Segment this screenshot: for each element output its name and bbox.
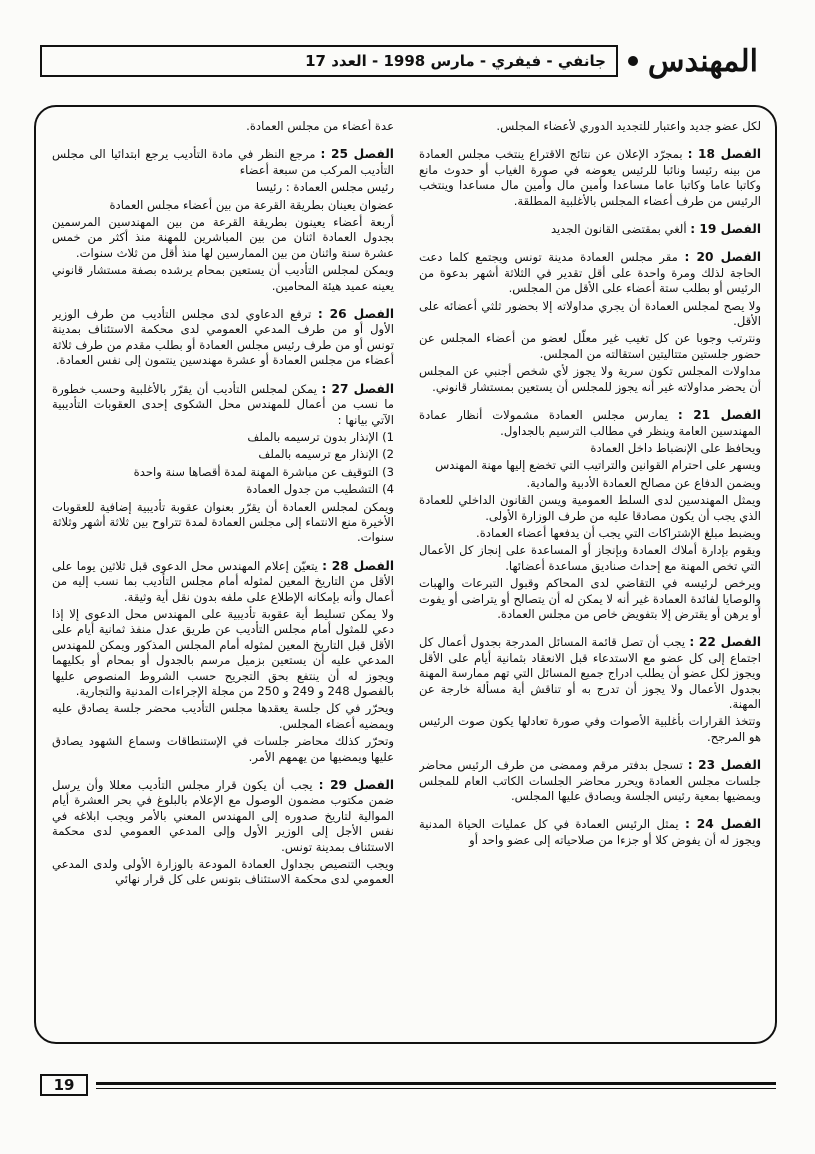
magazine-title: المهندس	[647, 43, 758, 79]
paragraph-text: ويحرّر في كل جلسة يعقدها مجلس التأديب محضر جلسة يصادق عليه ويمضيه أعضاء المجلس.	[52, 701, 394, 731]
article-paragraph	[419, 119, 761, 134]
article-paragraph	[52, 465, 394, 480]
paragraph-text: 2) الإنذار مع ترسيمه بالملف	[258, 447, 394, 462]
paragraph-text: ولا يصح لمجلس العمادة أن يجري مداولاته إلا بحضور ثلثي أعضائه على الأقل.	[419, 298, 761, 329]
paragraph-text: رئيس مجلس العمادة : رئيسا	[255, 180, 394, 195]
paragraph-text: عضوان يعينان بطريقة القرعة من بين أعضاء مجلس العمادة	[109, 197, 394, 212]
article-paragraph	[52, 500, 394, 546]
paragraph-text: ولا يمكن تسليط أية عقوبة تأديبية على المهندس محل الدعوى إلا إذا دعي للمثول أمام مجلس التأديب عن طريق عدل منفذ ثمانية أيام على الأقل قبل التاريخ المعين لمثوله أمام المجلس المذكور ويمكن للمهندس المدعي عليه أن يستعين بزميل مرسم بالجدول أو بمحام أو بكليهما ويجوز له أن ينتفع بحق التجريح حسب الشروط المنصوص عليها بالفصول 248 و 249 و 250 من مجلة الإجراءات المدنية والتجارية.	[52, 606, 394, 698]
article	[419, 250, 761, 395]
article-paragraph	[52, 607, 394, 699]
article-paragraph	[52, 263, 394, 294]
article	[419, 222, 761, 237]
article-paragraph	[419, 576, 761, 622]
article-paragraph	[52, 701, 394, 732]
article	[419, 635, 761, 745]
paragraph-text: ويضبط مبلغ الإشتراكات التي يجب أن يدفعها أعضاء العمادة.	[476, 525, 761, 540]
article-paragraph	[419, 543, 761, 574]
article	[419, 817, 761, 848]
paragraph-text: ونترتب وجوبا عن كل تغيب غير معلّل لعضو من أعضاء المجلس عن حضور جلستين متتاليتين استقالته من المجلس.	[419, 331, 761, 361]
paragraph-text: ويقوم بإدارة أملاك العمادة وبإنجاز أو المساعدة على إنجاز كل الأعمال التي تخص المهنة مع إحداث صناديق مساعدة أعضائها.	[419, 543, 761, 573]
article-paragraph	[52, 215, 394, 261]
article-label: الفصل 27 :	[321, 381, 394, 396]
paragraph-text: يجب أن يكون قرار مجلس التأديب معللا وأن يرسل ضمن مكتوب مضمون الوصول مع الإعلام بالبلوغ في بحر العشرة أيام الموالية لتاريخ صدوره إلى المهندس المعني بالأمر ويجب ابلاغه في نفس الأجل إلى الوزير الأول وإلى المدعي العمومي لدى محكمة الاستئناف بمدينة تونس.	[52, 778, 394, 854]
article-paragraph	[419, 331, 761, 362]
article-label: الفصل 22 :	[689, 635, 761, 650]
page-number: 19	[40, 1074, 88, 1096]
paragraph-text: وتتخذ القرارات بأغلبية الأصوات وفي صورة تعادلها يكون صوت الرئيس هو المرجح.	[419, 714, 761, 744]
article-paragraph	[52, 147, 394, 178]
paragraph-text: مرجع النظر في مادة التأديب يرجع ابتدائيا الى مجلس التأديب المركب من سبعة أعضاء	[52, 147, 394, 177]
paragraph-text: ويمكن لمجلس العمادة أن يقرّر بعنوان عقوبة تأديبية إضافية للعقوبات الأخيرة منع الانتماء إلى مجلس العمادة لمدة تتراوح بين ثلاثة أشهر وثلاثة سنوات.	[52, 499, 394, 545]
paragraph-text: يمثل الرئيس العمادة في كل عمليات الحياة المدنية ويجوز له أن يفوض كلا أو جزءا من صلاحياته إلى عضو واحد أو	[419, 817, 761, 847]
issue-info: جانفي - فيفري - مارس 1998 - العدد 17	[40, 45, 618, 77]
content-frame	[34, 105, 777, 1044]
paragraph-text: ويضمن الدفاع عن مصالح العمادة الأدبية والمادية.	[526, 475, 761, 490]
paragraph-text: ويحافظ على الإنضباط داخل العمادة	[590, 440, 761, 455]
paragraph-text: تسجل بدفتر مرقم وممضى من طرف الرئيس محاضر جلسات مجلس العمادة ويحرر محاضر الجلسات الكاتب العام للمجلس ويمضيها بمعية رئيس الجلسة ويصادق عليها المجلس.	[419, 758, 761, 804]
article-paragraph	[419, 817, 761, 848]
article-paragraph	[52, 382, 394, 428]
paragraph-text: يمكن لمجلس التأديب أن يقرّر بالأغلبية وحسب خطورة ما نسب من أعمال للمهندس محل الشكوى إحدى العقوبات التأديبية الآتي بيانها :	[52, 381, 394, 427]
article-label: الفصل 24 :	[685, 817, 761, 832]
right-column	[419, 119, 761, 1034]
paragraph-text: ويسهر على احترام القوانين والتراتيب التي تخضع إليها مهنة المهندس	[435, 458, 761, 473]
article-paragraph	[419, 441, 761, 456]
article	[52, 119, 394, 134]
article-paragraph	[419, 493, 761, 524]
article	[419, 758, 761, 804]
article-label: الفصل 18 :	[687, 147, 761, 162]
left-column	[52, 119, 394, 1034]
paragraph-text: لكل عضو جديد واعتبار للتجديد الدوري لأعضاء المجلس.	[496, 119, 761, 133]
article	[52, 147, 394, 294]
article	[52, 559, 394, 765]
article-paragraph	[52, 430, 394, 445]
article-paragraph	[52, 778, 394, 855]
footer-rule	[96, 1082, 776, 1085]
article-paragraph	[52, 119, 394, 134]
paragraph-text: ويجب التنصيص بجداول العمادة المودعة بالوزارة الأولى ولدى المدعي العمومي لدى محكمة الاستئناف بتونس على كل قرار نهائي	[52, 857, 394, 887]
article-paragraph	[419, 635, 761, 712]
article-paragraph	[419, 714, 761, 745]
article-paragraph	[419, 364, 761, 395]
paragraph-text: عدة أعضاء من مجلس العمادة.	[246, 119, 394, 133]
article-label: الفصل 26 :	[317, 307, 394, 322]
paragraph-text: ترفع الدعاوي لدى مجلس التأديب من طرف الوزير الأول أو من طرف المدعي العمومي لدى محكمة الاستئناف بمدينة تونس أو من طرف رئيس مجلس العمادة أو بطلب مقدم من طرف ثلاثة أعضاء من مجلس العمادة أو عشرة مهندسين ينتمون إلى نفس العمادة.	[52, 307, 394, 368]
article-paragraph	[419, 408, 761, 439]
paragraph-text: ويمكن لمجلس التأديب أن يستعين بمحام يرشده بصفة مستشار قانوني يعينه عميد هيئة المحامين.	[52, 263, 394, 293]
paragraph-text: 4) التشطيب من جدول العمادة	[246, 482, 394, 497]
article-paragraph	[419, 758, 761, 804]
article-paragraph	[419, 299, 761, 330]
paragraph-text: 1) الإنذار بدون ترسيمه بالملف	[247, 429, 394, 444]
article	[52, 307, 394, 369]
paragraph-text: يمارس مجلس العمادة مشمولات أنظار عمادة المهندسين العامة وينظر في مطالب الترسيم بالجداول.	[419, 408, 761, 438]
article-paragraph	[52, 559, 394, 605]
article-label: الفصل 20 :	[684, 250, 761, 265]
article-label: الفصل 21 :	[677, 408, 761, 423]
paragraph-text: ويمثل المهندسين لدى السلط العمومية ويسن القانون الداخلي للعمادة الذي يجب أن يكون مصادقا عليه من طرف الوزارة الأولى.	[419, 493, 761, 523]
paragraph-text: يجب أن تصل قائمة المسائل المدرجة بجدول أعمال كل اجتماع إلى كل عضو مع الاستدعاء قبل الانعقاد بثمانية أيام على الأقل ويجوز لكل عضو أن يطلب ادراج جميع المسائل التي تهم ممارسة المهنة بجدول الأعمال ولا يجوز أن تدرج به أو تناقش أية مسألة خارجة عن المهنة.	[419, 635, 761, 711]
article	[52, 382, 394, 546]
paragraph-text: ألغي بمقتضى القانون الجديد	[550, 222, 687, 237]
article-label: الفصل 23 :	[687, 758, 761, 773]
paragraph-text: ويرخص لرئيسه في التقاضي لدى المحاكم وقبول التبرعات والهبات والوصايا لفائدة العمادة غير أنه لا يمكن له أن يتصالح أو يتراضى أو يفوت أو يرهن أو يقترض إلا بتفويض خاص من مجلس العمادة.	[419, 576, 761, 621]
article-paragraph	[52, 482, 394, 497]
article-paragraph	[52, 447, 394, 462]
article-paragraph	[419, 526, 761, 541]
article-paragraph	[52, 307, 394, 369]
bullet-icon	[628, 56, 638, 66]
article	[419, 119, 761, 134]
paragraph-text: أربعة أعضاء يعينون بطريقة القرعة من بين المهندسين المرسمين بجدول العمادة اثنان من بين المباشرين للمهنة منذ أكثر من خمس عشرة سنة واثنان من بين الممارسين لها منذ أقل من ثلاث سنوات.	[52, 215, 394, 260]
paragraph-text: مقر مجلس العمادة مدينة تونس ويجتمع كلما دعت الحاجة لذلك ومرة واحدة على أقل تقدير في الثلاثة أشهر بدعوة من الرئيس أو بطلب ستة أعضاء على الأقل من المجلس.	[419, 250, 761, 296]
article-paragraph	[419, 222, 761, 237]
footer-rule-thin	[96, 1088, 776, 1089]
article	[52, 778, 394, 888]
article-paragraph	[52, 180, 394, 195]
article-label: الفصل 28 :	[322, 558, 394, 573]
article-paragraph	[419, 458, 761, 473]
article-label: الفصل 19 :	[690, 222, 761, 237]
article-paragraph	[419, 476, 761, 491]
article-label: الفصل 25 :	[320, 147, 394, 162]
paragraph-text: بمجرّد الإعلان عن نتائج الاقتراع ينتخب مجلس العمادة من بينه رئيسا ونائبا للرئيس يعوضه في صورة الغياب أو حدوث مانع وكاتبا عاما وكاتبا عاما مساعدا وأمين مال وأمين مال مساعدا وينتخب الرئيس من طرف أعضاء المجلس بالأغلبية المطلقة.	[419, 147, 761, 208]
article-label: الفصل 29 :	[318, 778, 394, 793]
article-paragraph	[419, 147, 761, 209]
paragraph-text: مداولات المجلس تكون سرية ولا يجوز لأي شخص أجنبي عن المجلس أن يحضر مداولاته غير أنه يجوز للمجلس أن يستعين بمستشار قانوني.	[419, 364, 761, 394]
paragraph-text: 3) التوقيف عن مباشرة المهنة لمدة أقصاها سنة واحدة	[133, 464, 394, 479]
article-paragraph	[52, 734, 394, 765]
article	[419, 147, 761, 209]
article-paragraph	[419, 250, 761, 296]
page-header	[40, 40, 762, 82]
paragraph-text: وتحرّر كذلك محاضر جلسات في الإستنطاقات وسماع الشهود يصادق عليها ويمضيها من يهمهم الأمر.	[52, 734, 394, 764]
article	[419, 408, 761, 622]
article-paragraph	[52, 198, 394, 213]
paragraph-text: يتعيّن إعلام المهندس محل الدعوى قبل ثلاثين يوما على الأقل من التاريخ المعين لمثوله أمام مجلس التأديب بما نسب إليه من أعمال وأنه بإمكانه الإطلاع على ملفه بدون نقل أية وثيقة.	[52, 558, 394, 604]
article-paragraph	[52, 857, 394, 888]
